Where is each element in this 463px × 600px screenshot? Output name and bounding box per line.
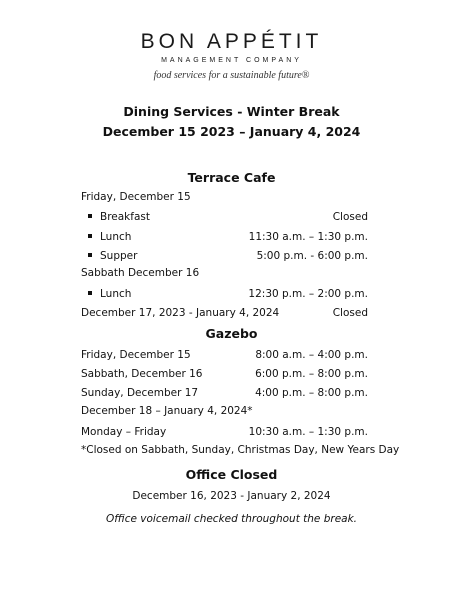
terrace-friday-meal-row — [88, 248, 368, 264]
terrace-range-label: December 17, 2023 - January 4, 2024 — [81, 307, 280, 319]
document-title: Dining Services - Winter Break — [123, 104, 340, 119]
gazebo-day-hours: 4:00 p.m. – 8:00 p.m. — [255, 387, 368, 399]
terrace-friday-label: Friday, December 15 — [81, 191, 191, 203]
terrace-range-hours: Closed — [332, 307, 368, 319]
meal-hours: Closed — [332, 211, 368, 223]
terrace-sabbath-label: Sabbath December 16 — [81, 267, 200, 279]
meal-hours: 11:30 a.m. – 1:30 p.m. — [248, 231, 368, 243]
terrace-sabbath-meal-row — [88, 286, 368, 302]
brand-logo-name: BON APPÉTIT — [140, 30, 323, 53]
office-heading: Office Closed — [185, 467, 278, 482]
terrace-range-row — [81, 305, 368, 321]
gazebo-day-label: Friday, December 15 — [81, 349, 191, 361]
gazebo-weekday-label: Monday – Friday — [81, 426, 167, 438]
brand-logo-subtitle: MANAGEMENT COMPANY — [161, 57, 302, 64]
gazebo-closure-note: *Closed on Sabbath, Sunday, Christmas Day, New Years Day — [81, 444, 400, 456]
meal-name: Supper — [100, 250, 138, 262]
gazebo-day-row — [81, 385, 368, 401]
meal-hours: 5:00 p.m. - 6:00 p.m. — [256, 250, 368, 262]
brand-tagline: food services for a sustainable future® — [153, 70, 310, 81]
terrace-cafe-heading: Terrace Cafe — [187, 170, 276, 185]
gazebo-day-label: Sunday, December 17 — [81, 387, 199, 399]
terrace-friday-meal-row — [88, 229, 368, 245]
bullet-icon — [88, 234, 92, 238]
meal-hours: 12:30 p.m. – 2:00 p.m. — [248, 288, 368, 300]
office-voicemail-note: Office voicemail checked throughout the break. — [105, 513, 358, 525]
bullet-icon — [88, 291, 92, 295]
gazebo-weekday-row — [81, 424, 368, 440]
gazebo-day-hours: 8:00 a.m. – 4:00 p.m. — [255, 349, 368, 361]
office-closed-dates: December 16, 2023 - January 2, 2024 — [132, 490, 331, 502]
gazebo-day-label: Sabbath, December 16 — [81, 368, 203, 380]
bullet-icon — [88, 214, 92, 218]
gazebo-day-row — [81, 366, 368, 382]
gazebo-day-row — [81, 347, 368, 363]
gazebo-range-label: December 18 – January 4, 2024* — [81, 405, 253, 417]
meal-name: Lunch — [100, 288, 132, 300]
document-date-range: December 15 2023 – January 4, 2024 — [102, 124, 361, 139]
gazebo-heading: Gazebo — [205, 326, 258, 341]
gazebo-weekday-hours: 10:30 a.m. – 1:30 p.m. — [248, 426, 368, 438]
gazebo-day-hours: 6:00 p.m. – 8:00 p.m. — [255, 368, 368, 380]
bullet-icon — [88, 253, 92, 257]
meal-name: Lunch — [100, 231, 132, 243]
terrace-friday-meal-row — [88, 209, 368, 225]
meal-name: Breakfast — [100, 211, 150, 223]
